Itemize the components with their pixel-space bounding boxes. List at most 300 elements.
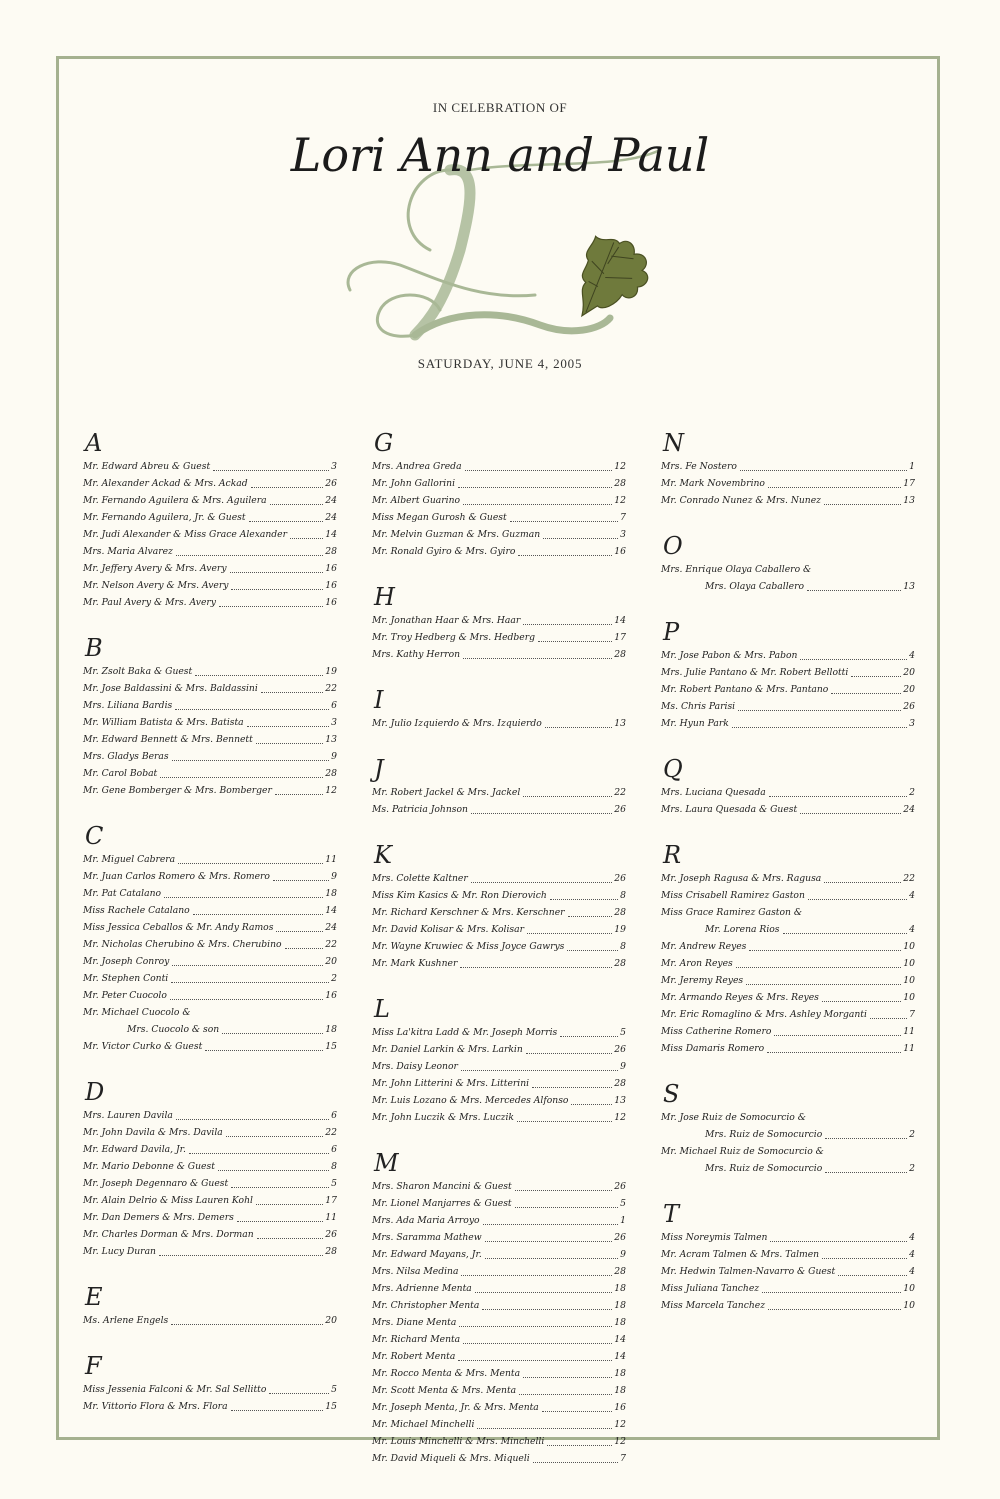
- table-number: 8: [620, 890, 626, 901]
- guest-name: Mrs. Fe Nostero: [661, 461, 737, 472]
- guest-name: Mr. Michael Minchelli: [372, 1419, 475, 1430]
- guest-entry: [83, 1243, 337, 1260]
- table-number: 6: [331, 1110, 337, 1121]
- section-letter: M: [374, 1149, 399, 1177]
- dot-leader: [526, 1053, 613, 1054]
- guest-entry: [372, 646, 626, 663]
- table-number: 9: [620, 1249, 626, 1260]
- guest-entry: [372, 887, 626, 904]
- guest-name: Mr. Eric Romaglino & Mrs. Ashley Morganti: [661, 1009, 867, 1020]
- dot-leader: [222, 1033, 323, 1034]
- dot-leader: [213, 470, 329, 471]
- guest-entry: [83, 885, 337, 902]
- guest-entry: [372, 458, 626, 475]
- guest-name: Mr. Robert Pantano & Mrs. Pantano: [661, 684, 829, 695]
- dot-leader: [824, 504, 901, 505]
- table-number: 12: [325, 785, 337, 796]
- guest-entry: [661, 1280, 915, 1297]
- guest-name: Mr. Miguel Cabrera: [83, 854, 176, 865]
- section-letter: F: [85, 1352, 102, 1380]
- guest-name: Mrs. Lauren Davila: [83, 1110, 173, 1121]
- guest-name: Mrs. Maria Alvarez: [83, 546, 173, 557]
- dot-leader: [768, 1309, 901, 1310]
- section-e: [83, 1282, 337, 1329]
- dot-leader: [538, 641, 612, 642]
- dot-leader: [193, 914, 324, 915]
- guest-name: Mrs. Olaya Caballero: [705, 581, 804, 592]
- guest-entry: [661, 1143, 915, 1160]
- section-letter: R: [663, 841, 682, 869]
- guest-name: Mrs. Adrienne Menta: [372, 1283, 472, 1294]
- guest-name: Ms. Patricia Johnson: [372, 804, 468, 815]
- table-number: 16: [614, 546, 626, 557]
- guest-name: Mr. Juan Carlos Romero & Mrs. Romero: [83, 871, 270, 882]
- table-number: 28: [614, 1078, 626, 1089]
- guest-name: Mr. Carol Bobat: [83, 768, 158, 779]
- dot-leader: [783, 933, 908, 934]
- guest-entry: [83, 458, 337, 475]
- table-number: 22: [325, 1127, 337, 1138]
- table-number: 5: [331, 1178, 337, 1189]
- table-number: 28: [325, 768, 337, 779]
- section-letter: I: [374, 686, 384, 714]
- guest-entry: [83, 782, 337, 799]
- column-2: [372, 428, 626, 1489]
- guest-name: Mr. Fernando Aguilera & Mrs. Aguilera: [83, 495, 267, 506]
- dot-leader: [231, 1187, 329, 1188]
- table-number: 28: [614, 478, 626, 489]
- dot-leader: [740, 470, 907, 471]
- guest-entry: [83, 1209, 337, 1226]
- guest-entry: [83, 1021, 337, 1038]
- dot-leader: [870, 1018, 907, 1019]
- table-number: 18: [614, 1300, 626, 1311]
- guest-name: Mr. Nelson Avery & Mrs. Avery: [83, 580, 229, 591]
- guest-name: Mr. Joseph Conroy: [83, 956, 170, 967]
- guest-name: Mrs. Andrea Greda: [372, 461, 462, 472]
- dot-leader: [560, 1036, 618, 1037]
- table-number: 28: [325, 546, 337, 557]
- guest-entry: [661, 1160, 915, 1177]
- column-3: [661, 428, 915, 1336]
- dot-leader: [231, 589, 323, 590]
- guest-entry: [372, 938, 626, 955]
- guest-entry: [661, 681, 915, 698]
- guest-name: Mr. Judi Alexander & Miss Grace Alexander: [83, 529, 287, 540]
- table-number: 24: [325, 922, 337, 933]
- guest-entry: [661, 698, 915, 715]
- guest-name: Mr. Zsolt Baka & Guest: [83, 666, 193, 677]
- section-letter: G: [374, 429, 394, 457]
- guest-entry: [83, 526, 337, 543]
- guest-entry: [83, 475, 337, 492]
- guest-name: Mr. Edward Bennett & Mrs. Bennett: [83, 734, 253, 745]
- guest-name: Mrs. Enrique Olaya Caballero &: [661, 564, 812, 575]
- guest-name: Mr. Troy Hedberg & Mrs. Hedberg: [372, 632, 536, 643]
- dot-leader: [532, 1087, 612, 1088]
- dot-leader: [460, 967, 612, 968]
- guest-name: Mr. Lucy Duran: [83, 1246, 156, 1257]
- table-number: 13: [903, 495, 915, 506]
- table-number: 6: [331, 700, 337, 711]
- table-number: 14: [614, 1351, 626, 1362]
- dot-leader: [543, 538, 618, 539]
- section-j: [372, 754, 626, 818]
- dot-leader: [749, 950, 901, 951]
- guest-entry: [83, 936, 337, 953]
- guest-entry: [372, 1399, 626, 1416]
- table-number: 4: [909, 1232, 915, 1243]
- dot-leader: [461, 1070, 618, 1071]
- guest-name: Mr. Michael Ruiz de Somocurcio &: [661, 1146, 824, 1157]
- table-number: 20: [903, 684, 915, 695]
- guest-entry: [372, 1092, 626, 1109]
- header: [0, 100, 1000, 116]
- table-number: 12: [614, 461, 626, 472]
- guest-entry: [372, 921, 626, 938]
- guest-name: Mrs. Liliana Bardis: [83, 700, 173, 711]
- guest-entry: [83, 594, 337, 611]
- guest-entry: [372, 1195, 626, 1212]
- guest-entry: [372, 801, 626, 818]
- table-number: 13: [614, 1095, 626, 1106]
- table-number: 10: [903, 958, 915, 969]
- dot-leader: [825, 1172, 907, 1173]
- guest-name: Mr. Jose Baldassini & Mrs. Baldassini: [83, 683, 258, 694]
- table-number: 26: [325, 1229, 337, 1240]
- dot-leader: [171, 982, 329, 983]
- guest-name: Mr. Edward Abreu & Guest: [83, 461, 211, 472]
- table-number: 18: [614, 1283, 626, 1294]
- guest-entry: [83, 1175, 337, 1192]
- dot-leader: [738, 710, 901, 711]
- guest-name: Miss Jessica Ceballos & Mr. Andy Ramos: [83, 922, 274, 933]
- guest-entry: [372, 1075, 626, 1092]
- section-letter: C: [85, 822, 104, 850]
- guest-name: Miss Damaris Romero: [661, 1043, 765, 1054]
- guest-name: Mr. Paul Avery & Mrs. Avery: [83, 597, 216, 608]
- table-number: 26: [614, 1232, 626, 1243]
- guest-name: Mr. Lorena Rios: [705, 924, 780, 935]
- guest-entry: [83, 1038, 337, 1055]
- section-letter: E: [85, 1283, 103, 1311]
- table-number: 18: [325, 1024, 337, 1035]
- table-number: 19: [614, 924, 626, 935]
- section-letter: B: [85, 634, 103, 662]
- guest-entry: [83, 492, 337, 509]
- guest-name: Mr. Aron Reyes: [661, 958, 733, 969]
- guest-entry: [83, 1398, 337, 1415]
- section-letter: P: [663, 618, 680, 646]
- guest-entry: [661, 784, 915, 801]
- dot-leader: [461, 1275, 612, 1276]
- guest-name: Miss Marcela Tanchez: [661, 1300, 766, 1311]
- table-number: 4: [909, 924, 915, 935]
- dot-leader: [483, 1224, 619, 1225]
- guest-entry: [661, 1023, 915, 1040]
- table-number: 26: [614, 804, 626, 815]
- guest-name: Mr. Joseph Degennaro & Guest: [83, 1178, 229, 1189]
- table-number: 10: [903, 975, 915, 986]
- section-i: [372, 685, 626, 732]
- table-number: 20: [325, 956, 337, 967]
- guest-name: Mr. Melvin Guzman & Mrs. Guzman: [372, 529, 541, 540]
- table-number: 10: [903, 941, 915, 952]
- dot-leader: [571, 1104, 612, 1105]
- dot-leader: [736, 967, 902, 968]
- guest-name: Mr. Hedwin Talmen-Navarro & Guest: [661, 1266, 836, 1277]
- guest-entry: [372, 1246, 626, 1263]
- guest-entry: [372, 1416, 626, 1433]
- table-number: 4: [909, 1266, 915, 1277]
- section-letter: D: [85, 1078, 105, 1106]
- table-number: 18: [325, 888, 337, 899]
- table-number: 24: [325, 495, 337, 506]
- table-number: 18: [614, 1385, 626, 1396]
- table-number: 20: [325, 1315, 337, 1326]
- guest-entry: [661, 989, 915, 1006]
- dot-leader: [219, 606, 323, 607]
- table-number: 16: [325, 563, 337, 574]
- guest-name: Mr. John Luczik & Mrs. Luczik: [372, 1112, 514, 1123]
- dot-leader: [825, 1138, 907, 1139]
- guest-entry: [661, 1229, 915, 1246]
- table-number: 12: [614, 495, 626, 506]
- guest-entry: [661, 904, 915, 921]
- table-number: 13: [614, 718, 626, 729]
- guest-entry: [661, 578, 915, 595]
- guest-entry: [661, 887, 915, 904]
- guest-name: Mr. John Davila & Mrs. Davila: [83, 1127, 223, 1138]
- guest-entry: [661, 801, 915, 818]
- guest-name: Mr. Jose Ruiz de Somocurcio &: [661, 1112, 806, 1123]
- dot-leader: [189, 1153, 329, 1154]
- section-letter: Q: [663, 755, 683, 783]
- guest-name: Mr. David Kolisar & Mrs. Kolisar: [372, 924, 524, 935]
- table-number: 2: [909, 787, 915, 798]
- guest-entry: [372, 715, 626, 732]
- guest-name: Mr. Nicholas Cherubino & Mrs. Cherubino: [83, 939, 282, 950]
- table-number: 26: [903, 701, 915, 712]
- section-a: [83, 428, 337, 611]
- guest-entry: [372, 1331, 626, 1348]
- guest-entry: [661, 715, 915, 732]
- guest-entry: [372, 1433, 626, 1450]
- guest-entry: [372, 1450, 626, 1467]
- dot-leader: [290, 538, 323, 539]
- guest-entry: [372, 1348, 626, 1365]
- dot-leader: [800, 813, 901, 814]
- guest-name: Mr. Acram Talmen & Mrs. Talmen: [661, 1249, 820, 1260]
- guest-name: Mr. Victor Curko & Guest: [83, 1041, 203, 1052]
- guest-entry: [661, 1006, 915, 1023]
- dot-leader: [568, 916, 613, 917]
- guest-entry: [372, 1280, 626, 1297]
- guest-name: Mr. Wayne Kruwiec & Miss Joyce Gawrys: [372, 941, 565, 952]
- table-number: 22: [325, 683, 337, 694]
- guest-name: Mr. Jose Pabon & Mrs. Pabon: [661, 650, 798, 661]
- table-number: 1: [620, 1215, 626, 1226]
- guest-entry: [83, 731, 337, 748]
- dot-leader: [285, 948, 324, 949]
- section-n: [661, 428, 915, 509]
- guest-name: Mr. Pat Catalano: [83, 888, 162, 899]
- guest-name: Mr. Robert Menta: [372, 1351, 456, 1362]
- dot-leader: [774, 1035, 901, 1036]
- guest-entry: [83, 902, 337, 919]
- guest-entry: [83, 509, 337, 526]
- table-number: 9: [331, 751, 337, 762]
- guest-name: Miss Crisabell Ramirez Gaston: [661, 890, 805, 901]
- guest-entry: [83, 748, 337, 765]
- guest-entry: [661, 561, 915, 578]
- table-number: 2: [909, 1129, 915, 1140]
- dot-leader: [533, 1462, 618, 1463]
- guest-entry: [83, 1141, 337, 1158]
- guest-entry: [372, 1297, 626, 1314]
- table-number: 8: [620, 941, 626, 952]
- table-number: 5: [331, 1384, 337, 1395]
- guest-name: Mrs. Julie Pantano & Mr. Robert Bellotti: [661, 667, 849, 678]
- guest-entry: [661, 1297, 915, 1314]
- guest-entry: [83, 1312, 337, 1329]
- guest-entry: [372, 1024, 626, 1041]
- guest-name: Mr. Jeremy Reyes: [661, 975, 744, 986]
- dot-leader: [518, 555, 612, 556]
- guest-entry: [83, 970, 337, 987]
- dot-leader: [838, 1275, 907, 1276]
- guest-name: Ms. Arlene Engels: [83, 1315, 169, 1326]
- guest-entry: [83, 1192, 337, 1209]
- guest-entry: [661, 938, 915, 955]
- guest-entry: [372, 1382, 626, 1399]
- guest-name: Mr. Edward Davila, Jr.: [83, 1144, 186, 1155]
- section-letter: K: [374, 841, 392, 869]
- dot-leader: [475, 1292, 613, 1293]
- dot-leader: [510, 521, 618, 522]
- table-number: 13: [325, 734, 337, 745]
- dot-leader: [515, 1207, 619, 1208]
- dot-leader: [230, 572, 324, 573]
- guest-name: Mr. Fernando Aguilera, Jr. & Guest: [83, 512, 246, 523]
- dot-leader: [231, 1410, 324, 1411]
- table-number: 26: [614, 1044, 626, 1055]
- guest-entry: [372, 492, 626, 509]
- dot-leader: [822, 1258, 907, 1259]
- guest-name: Mr. Hyun Park: [661, 718, 729, 729]
- dot-leader: [270, 504, 324, 505]
- dot-leader: [746, 984, 901, 985]
- dot-leader: [195, 675, 323, 676]
- section-q: [661, 754, 915, 818]
- guest-name: Mrs. Saramma Mathew: [372, 1232, 482, 1243]
- guest-name: Miss Rachele Catalano: [83, 905, 190, 916]
- guest-entry: [661, 1126, 915, 1143]
- table-number: 5: [620, 1027, 626, 1038]
- guest-entry: [372, 475, 626, 492]
- table-number: 4: [909, 890, 915, 901]
- dot-leader: [807, 590, 901, 591]
- guest-entry: [661, 870, 915, 887]
- guest-entry: [661, 955, 915, 972]
- table-number: 24: [903, 804, 915, 815]
- table-number: 14: [614, 615, 626, 626]
- guest-entry: [372, 955, 626, 972]
- dot-leader: [269, 1393, 329, 1394]
- guest-name: Mr. Alain Delrio & Miss Lauren Kohl: [83, 1195, 253, 1206]
- couple-names: Lori Ann and Paul: [290, 128, 710, 182]
- dot-leader: [275, 794, 323, 795]
- section-o: [661, 531, 915, 595]
- table-number: 17: [614, 632, 626, 643]
- table-number: 22: [903, 873, 915, 884]
- dot-leader: [257, 1238, 324, 1239]
- guest-entry: [661, 921, 915, 938]
- guest-entry: [372, 1212, 626, 1229]
- dot-leader: [273, 880, 329, 881]
- guest-name: Mr. Vittorio Flora & Mrs. Flora: [83, 1401, 228, 1412]
- guest-entry: [661, 1040, 915, 1057]
- guest-entry: [372, 1263, 626, 1280]
- table-number: 28: [614, 958, 626, 969]
- dot-leader: [851, 676, 901, 677]
- dot-leader: [523, 1377, 612, 1378]
- table-number: 18: [614, 1368, 626, 1379]
- dot-leader: [176, 555, 323, 556]
- table-number: 5: [620, 1198, 626, 1209]
- section-m: [372, 1148, 626, 1467]
- guest-name: Mr. Edward Mayans, Jr.: [372, 1249, 482, 1260]
- guest-name: Mr. Richard Kerschner & Mrs. Kerschner: [372, 907, 565, 918]
- table-number: 10: [903, 1283, 915, 1294]
- table-number: 11: [325, 1212, 337, 1223]
- table-number: 26: [614, 1181, 626, 1192]
- guest-name: Mr. Armando Reyes & Mrs. Reyes: [661, 992, 819, 1003]
- guest-name: Mrs. Laura Quesada & Guest: [661, 804, 798, 815]
- section-t: [661, 1199, 915, 1314]
- guest-name: Mr. Luis Lozano & Mrs. Mercedes Alfonso: [372, 1095, 569, 1106]
- table-number: 24: [325, 512, 337, 523]
- guest-entry: [372, 543, 626, 560]
- table-number: 26: [614, 873, 626, 884]
- guest-name: Mr. Gene Bomberger & Mrs. Bomberger: [83, 785, 272, 796]
- table-number: 15: [325, 1401, 337, 1412]
- dot-leader: [471, 813, 612, 814]
- section-letter: N: [663, 429, 684, 457]
- section-d: [83, 1077, 337, 1260]
- dot-leader: [458, 487, 612, 488]
- dot-leader: [249, 521, 324, 522]
- table-number: 22: [325, 939, 337, 950]
- guest-name: Mrs. Ruiz de Somocurcio: [705, 1129, 823, 1140]
- table-number: 14: [614, 1334, 626, 1345]
- dot-leader: [808, 899, 907, 900]
- guest-name: Mrs. Ruiz de Somocurcio: [705, 1163, 823, 1174]
- dot-leader: [247, 726, 330, 727]
- dot-leader: [547, 1445, 612, 1446]
- table-number: 14: [325, 529, 337, 540]
- guest-name: Mr. Louis Minchelli & Mrs. Minchelli: [372, 1436, 545, 1447]
- table-number: 26: [325, 478, 337, 489]
- table-number: 2: [331, 973, 337, 984]
- guest-entry: [372, 870, 626, 887]
- section-h: [372, 582, 626, 663]
- table-number: 6: [331, 1144, 337, 1155]
- table-number: 12: [614, 1419, 626, 1430]
- dot-leader: [519, 1394, 612, 1395]
- guest-entry: [372, 629, 626, 646]
- section-b: [83, 633, 337, 799]
